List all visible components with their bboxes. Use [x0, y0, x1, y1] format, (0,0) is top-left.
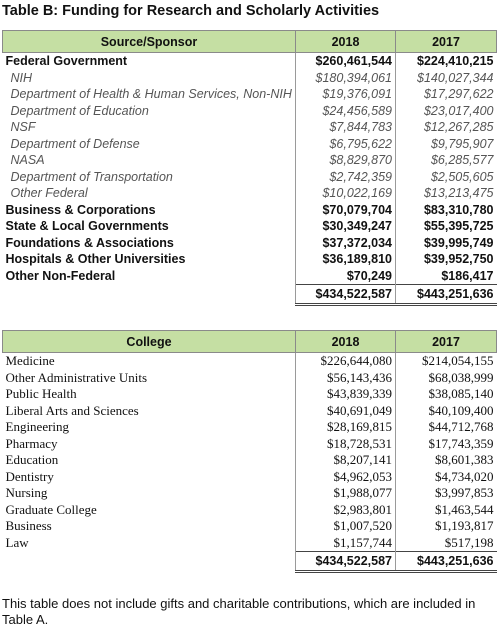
value-2017-cell: $23,017,400 [396, 103, 497, 120]
value-2017-cell: $38,085,140 [396, 386, 497, 403]
row-label: Graduate College [3, 502, 296, 519]
row-label: Business [3, 518, 296, 535]
college-row [3, 370, 497, 387]
row-label: Dentistry [3, 469, 296, 486]
row-label: Education [3, 452, 296, 469]
value-2018-cell: $180,394,061 [296, 70, 396, 87]
value-2018-cell: $1,007,520 [296, 518, 396, 535]
value-2018-cell: $18,728,531 [296, 436, 396, 453]
sponsor-row [3, 136, 497, 153]
row-label: NASA [3, 152, 296, 169]
value-2018-cell: $43,839,339 [296, 386, 396, 403]
value-2017-cell: $1,463,544 [396, 502, 497, 519]
college-row [3, 469, 497, 486]
value-2018-cell: $1,157,744 [296, 535, 396, 552]
row-label: Nursing [3, 485, 296, 502]
year-2018-column-header: 2018 [296, 331, 396, 353]
value-2017-cell: $44,712,768 [396, 419, 497, 436]
college-row [3, 502, 497, 519]
college-row [3, 485, 497, 502]
row-label: Liberal Arts and Sciences [3, 403, 296, 420]
value-2017-cell: $186,417 [396, 268, 497, 285]
row-label: Public Health [3, 386, 296, 403]
row-label: Engineering [3, 419, 296, 436]
value-2018-cell: $30,349,247 [296, 218, 396, 235]
value-2017-cell: $17,743,359 [396, 436, 497, 453]
college-row [3, 518, 497, 535]
row-label: Pharmacy [3, 436, 296, 453]
total-row [3, 285, 497, 305]
sponsor-row [3, 103, 497, 120]
value-2018-cell: $8,207,141 [296, 452, 396, 469]
sponsor-row [3, 202, 497, 219]
college-row [3, 452, 497, 469]
college-table-header-row [3, 331, 497, 353]
value-2017-cell: $39,952,750 [396, 251, 497, 268]
row-label: Business & Corporations [3, 202, 296, 219]
value-2018-cell: $2,983,801 [296, 502, 396, 519]
college-row [3, 403, 497, 420]
sponsor-row [3, 268, 497, 285]
value-2018-cell: $56,143,436 [296, 370, 396, 387]
row-label: Federal Government [3, 53, 296, 70]
sponsor-row [3, 218, 497, 235]
college-row [3, 386, 497, 403]
total-row [3, 552, 497, 572]
table-title: Table B: Funding for Research and Scholarly Activities [2, 3, 380, 19]
total-2018-cell: $434,522,587 [296, 285, 396, 305]
value-2017-cell: $3,997,853 [396, 485, 497, 502]
sponsor-row [3, 70, 497, 87]
sponsor-row [3, 185, 497, 202]
value-2017-cell: $55,395,725 [396, 218, 497, 235]
footnote: This table does not include gifts and charitable contributions, which are included in Table A. [2, 596, 476, 627]
value-2017-cell: $9,795,907 [396, 136, 497, 153]
value-2017-cell: $4,734,020 [396, 469, 497, 486]
year-2017-column-header: 2017 [396, 31, 497, 53]
sponsor-row [3, 235, 497, 252]
value-2017-cell: $8,601,383 [396, 452, 497, 469]
sponsor-row [3, 251, 497, 268]
row-label: Medicine [3, 353, 296, 370]
value-2017-cell: $40,109,400 [396, 403, 497, 420]
sponsor-row [3, 119, 497, 136]
value-2017-cell: $2,505,605 [396, 169, 497, 186]
value-2018-cell: $8,829,870 [296, 152, 396, 169]
college-row [3, 436, 497, 453]
row-label: NIH [3, 70, 296, 87]
value-2018-cell: $10,022,169 [296, 185, 396, 202]
row-label: Department of Education [3, 103, 296, 120]
row-label: Foundations & Associations [3, 235, 296, 252]
row-label: Hospitals & Other Universities [3, 251, 296, 268]
value-2017-cell: $13,213,475 [396, 185, 497, 202]
sponsor-table-header-row [3, 31, 497, 53]
row-label: Department of Transportation [3, 169, 296, 186]
value-2018-cell: $24,456,589 [296, 103, 396, 120]
sponsor-funding-table [2, 30, 497, 306]
row-label: Department of Health & Human Services, Non-NIH [3, 86, 296, 103]
row-label: Department of Defense [3, 136, 296, 153]
value-2018-cell: $260,461,544 [296, 53, 396, 70]
value-2017-cell: $17,297,622 [396, 86, 497, 103]
value-2018-cell: $70,079,704 [296, 202, 396, 219]
total-label-cell [3, 552, 296, 572]
college-funding-table [2, 330, 497, 573]
value-2018-cell: $226,644,080 [296, 353, 396, 370]
value-2018-cell: $70,249 [296, 268, 396, 285]
value-2018-cell: $4,962,053 [296, 469, 396, 486]
value-2017-cell: $224,410,215 [396, 53, 497, 70]
college-column-header: College [3, 331, 296, 353]
college-row [3, 353, 497, 370]
sponsor-row [3, 169, 497, 186]
college-row [3, 419, 497, 436]
value-2017-cell: $140,027,344 [396, 70, 497, 87]
row-label: Other Non-Federal [3, 268, 296, 285]
sponsor-column-header: Source/Sponsor [3, 31, 296, 53]
value-2017-cell: $68,038,999 [396, 370, 497, 387]
total-2018-cell: $434,522,587 [296, 552, 396, 572]
row-label: Other Federal [3, 185, 296, 202]
value-2018-cell: $7,844,783 [296, 119, 396, 136]
value-2018-cell: $28,169,815 [296, 419, 396, 436]
college-row [3, 535, 497, 552]
total-2017-cell: $443,251,636 [396, 285, 497, 305]
value-2018-cell: $2,742,359 [296, 169, 396, 186]
value-2017-cell: $6,285,577 [396, 152, 497, 169]
value-2017-cell: $214,054,155 [396, 353, 497, 370]
row-label: Other Administrative Units [3, 370, 296, 387]
value-2018-cell: $40,691,049 [296, 403, 396, 420]
value-2018-cell: $37,372,034 [296, 235, 396, 252]
value-2017-cell: $39,995,749 [396, 235, 497, 252]
row-label: NSF [3, 119, 296, 136]
value-2017-cell: $517,198 [396, 535, 497, 552]
value-2018-cell: $1,988,077 [296, 485, 396, 502]
value-2017-cell: $12,267,285 [396, 119, 497, 136]
row-label: Law [3, 535, 296, 552]
year-2018-column-header: 2018 [296, 31, 396, 53]
value-2018-cell: $6,795,622 [296, 136, 396, 153]
value-2018-cell: $19,376,091 [296, 86, 396, 103]
value-2017-cell: $83,310,780 [396, 202, 497, 219]
row-label: State & Local Governments [3, 218, 296, 235]
value-2017-cell: $1,193,817 [396, 518, 497, 535]
value-2018-cell: $36,189,810 [296, 251, 396, 268]
sponsor-row [3, 86, 497, 103]
year-2017-column-header: 2017 [396, 331, 497, 353]
sponsor-row [3, 53, 497, 70]
total-2017-cell: $443,251,636 [396, 552, 497, 572]
total-label-cell [3, 285, 296, 305]
sponsor-row [3, 152, 497, 169]
